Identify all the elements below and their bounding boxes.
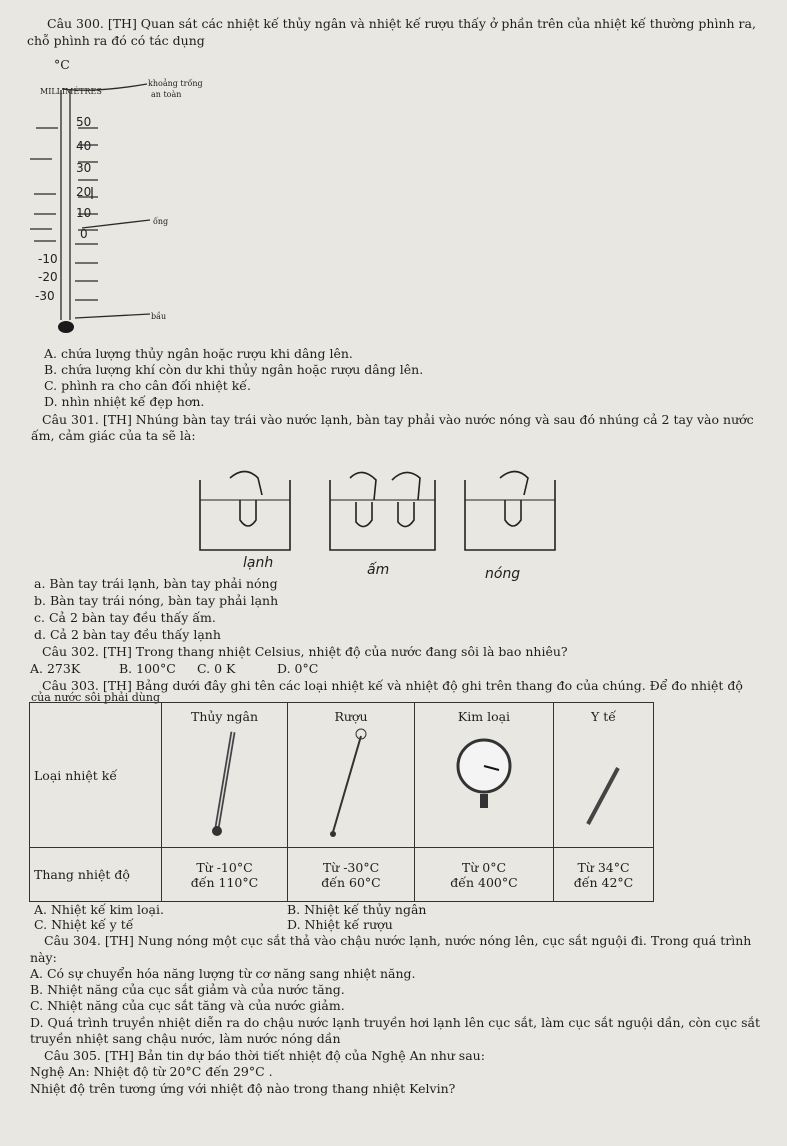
q302-stem: Câu 302. [TH] Trong thang nhiệt Celsius, nhiệt độ của nước đang sôi là bao nhiêu? bbox=[42, 644, 568, 659]
q305-stem-line2: Nghệ An: Nhiệt độ từ 20°C đến 29°C . bbox=[30, 1064, 273, 1079]
cell-range-mercury bbox=[162, 848, 288, 902]
q302-option-a[interactable]: A. 273K bbox=[30, 661, 81, 676]
q301-option-b[interactable]: b. Bàn tay trái nóng, bàn tay phải lạnh bbox=[34, 593, 279, 608]
scale-minus20: -20 bbox=[38, 270, 58, 284]
q304-stem-line1: Câu 304. [TH] Nung nóng một cục sắt thả vào chậu nước lạnh, nước nóng lên, cục sắt nguội đi. Trong quá trình bbox=[44, 933, 752, 948]
q304-option-d-line1[interactable]: D. Quá trình truyền nhiệt diễn ra do chậu nước lạnh truyền hơi lạnh lên cục sắt, làm cục sắt nguội dần, còn cục sắt bbox=[30, 1015, 760, 1030]
q303-stem-line1: Câu 303. [TH] Bảng dưới đây ghi tên các loại nhiệt kế và nhiệt độ ghi trên thang đo của chúng. Để đo nhiệt độ bbox=[42, 678, 743, 693]
scale-0: 0 bbox=[80, 227, 88, 241]
label-warm: ấm bbox=[367, 562, 390, 578]
cell-range-alcohol bbox=[288, 848, 415, 902]
cell-range-metal bbox=[415, 848, 554, 902]
range-from-mercury: Từ -10°C bbox=[196, 859, 253, 875]
range-to-alcohol: đến 60°C bbox=[321, 874, 381, 890]
scale-20: 20 bbox=[76, 185, 92, 199]
label-hot: nóng bbox=[485, 566, 521, 582]
q301-option-a[interactable]: a. Bàn tay trái lạnh, bàn tay phải nóng bbox=[34, 576, 278, 591]
unit-label: °C bbox=[54, 57, 70, 72]
range-to-medical: đến 42°C bbox=[573, 874, 634, 890]
label-an-toan: an toàn bbox=[151, 90, 182, 99]
mercury-thermometer-icon bbox=[205, 728, 245, 838]
q303-option-d[interactable]: D. Nhiệt kế rượu bbox=[287, 917, 393, 932]
q300-option-b[interactable]: B. chứa lượng khí còn dư khi thủy ngân hoặc rượu dâng lên. bbox=[44, 362, 424, 377]
q300-option-a[interactable]: A. chứa lượng thủy ngân hoặc rượu khi dâng lên. bbox=[44, 346, 353, 361]
q300-stem-line1: Câu 300. [TH] Quan sát các nhiệt kế thủy ngân và nhiệt kế rượu thấy ở phần trên của nhiệt kế thường phình ra, bbox=[47, 16, 756, 31]
row-label-type: Loại nhiệt kế bbox=[30, 703, 162, 848]
q301-option-c[interactable]: c. Cả 2 bàn tay đều thấy ấm. bbox=[34, 610, 216, 625]
scale-10: 10 bbox=[76, 206, 92, 220]
q301-stem-line2: ấm, cảm giác của ta sẽ là: bbox=[31, 428, 196, 443]
alcohol-thermometer-icon bbox=[321, 728, 381, 838]
scale-minus30: -30 bbox=[35, 289, 55, 303]
hand-left bbox=[230, 472, 262, 527]
q300-option-d[interactable]: D. nhìn nhiệt kế đẹp hơn. bbox=[44, 394, 205, 409]
q304-option-b[interactable]: B. Nhiệt năng của cục sắt giảm và của nước tăng. bbox=[30, 982, 345, 997]
scale-50: 50 bbox=[76, 115, 92, 129]
col-medical-name: Y tế bbox=[591, 709, 616, 724]
label-cold: lạnh bbox=[243, 555, 274, 571]
scale-40: 40 bbox=[76, 139, 92, 153]
q303-option-b[interactable]: B. Nhiệt kế thủy ngân bbox=[287, 902, 427, 917]
q303-option-a[interactable]: A. Nhiệt kế kim loại. bbox=[34, 902, 164, 917]
q302-option-b[interactable]: B. 100°C bbox=[119, 661, 176, 676]
label-bau: bầu bbox=[151, 312, 167, 321]
cell-name-alcohol bbox=[288, 703, 415, 848]
medical-thermometer-icon bbox=[574, 728, 634, 838]
col-metal-name: Kim loại bbox=[457, 709, 511, 724]
range-from-medical: Từ 34°C bbox=[577, 859, 630, 875]
q303-option-c[interactable]: C. Nhiệt kế y tế bbox=[34, 917, 134, 932]
range-to-mercury: đến 110°C bbox=[190, 874, 259, 890]
basin-cold bbox=[200, 480, 290, 550]
q303-stem-line2: của nước sôi phải dùng bbox=[31, 691, 160, 704]
cell-name-mercury bbox=[162, 703, 288, 848]
q301-stem-line1: Câu 301. [TH] Nhúng bàn tay trái vào nước lạnh, bàn tay phải vào nước nóng và sau đó nhúng cả 2 tay vào nước bbox=[42, 412, 754, 427]
cell-name-metal bbox=[415, 703, 554, 848]
metal-dial-thermometer-icon bbox=[449, 728, 519, 838]
label-ong: ống bbox=[153, 217, 169, 226]
row-label-range: Thang nhiệt độ bbox=[30, 848, 162, 902]
q305-stem-line3: Nhiệt độ trên tương ứng với nhiệt độ nào trong thang nhiệt Kelvin? bbox=[30, 1081, 456, 1096]
cell-range-medical bbox=[554, 848, 654, 902]
range-from-alcohol: Từ -30°C bbox=[322, 859, 380, 875]
range-to-metal: đến 400°C bbox=[450, 874, 518, 890]
q304-option-d-line2[interactable]: truyền nhiệt sang chậu nước, làm nước nóng dần bbox=[30, 1031, 341, 1046]
q305-stem-line1: Câu 305. [TH] Bản tin dự báo thời tiết nhiệt độ của Nghệ An như sau: bbox=[44, 1048, 485, 1063]
label-millimetres: MILLIMÉTRES bbox=[40, 87, 102, 96]
q301-option-d[interactable]: d. Cả 2 bàn tay đều thấy lạnh bbox=[34, 627, 221, 642]
label-khoang-trong: khoảng trống bbox=[148, 79, 203, 88]
cell-name-medical bbox=[554, 703, 654, 848]
basin-hot bbox=[465, 480, 555, 550]
range-from-metal: Từ 0°C bbox=[461, 859, 507, 875]
q304-option-c[interactable]: C. Nhiệt năng của cục sắt tăng và của nước giảm. bbox=[30, 998, 345, 1013]
hand-right bbox=[500, 472, 528, 527]
col-mercury-name: Thủy ngân bbox=[190, 709, 259, 724]
thermometer-table bbox=[29, 702, 654, 902]
scale-30: 30 bbox=[76, 161, 92, 175]
q302-option-d[interactable]: D. 0°C bbox=[277, 661, 319, 676]
q304-option-a[interactable]: A. Có sự chuyển hóa năng lượng từ cơ năng sang nhiệt năng. bbox=[30, 966, 416, 981]
q302-option-c[interactable]: C. 0 K bbox=[197, 661, 236, 676]
q300-option-c[interactable]: C. phình ra cho cân đối nhiệt kế. bbox=[44, 378, 251, 393]
scale-minus10: -10 bbox=[38, 252, 58, 266]
col-alcohol-name: Rượu bbox=[334, 709, 368, 724]
q304-stem-line2: này: bbox=[30, 950, 57, 965]
q300-stem-line2: chỗ phình ra đó có tác dụng bbox=[27, 33, 205, 48]
